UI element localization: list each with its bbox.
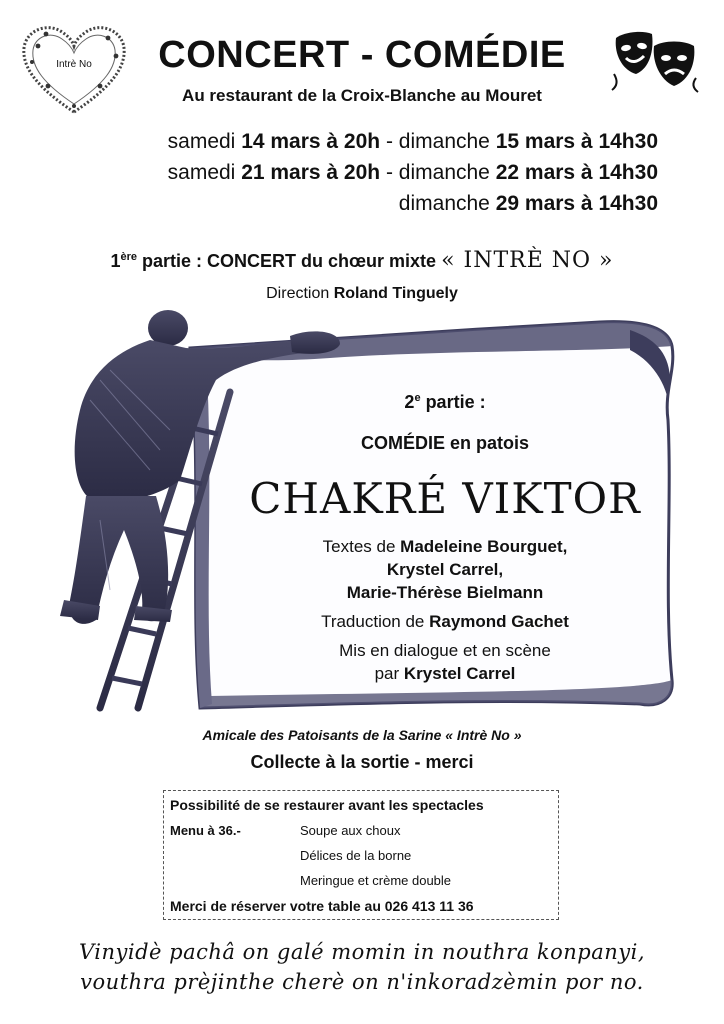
direction-line: Direction Roland Tinguely bbox=[266, 285, 458, 302]
page-title: CONCERT - COMÉDIE bbox=[158, 34, 566, 76]
svg-text:Intrè No: Intrè No bbox=[56, 59, 92, 70]
staging-line: Mis en dialogue et en scène bbox=[339, 641, 551, 660]
part2-heading: 2e partie : bbox=[404, 392, 486, 412]
authors-line-3: Marie-Thérèse Bielmann bbox=[346, 583, 544, 602]
menu-item: Meringue et crème double bbox=[300, 873, 452, 888]
play-title: CHAKRÉ VIKTOR bbox=[249, 474, 641, 523]
part1-heading: 1ère partie : CONCERT du chœur mixte « INTRÈ NO » bbox=[110, 248, 614, 273]
choir-name: « INTRÈ NO » bbox=[441, 248, 614, 273]
organizer-line: Amicale des Patoisants de la Sarine « Intrè No » bbox=[202, 727, 522, 743]
date-line-3: dimanche 29 mars à 14h30 bbox=[398, 192, 658, 215]
authors-line-1: Textes de Madeleine Bourguet, bbox=[322, 537, 568, 556]
menu-item: Soupe aux choux bbox=[300, 823, 401, 838]
menu-title: Possibilité de se restaurer avant les spectacles bbox=[170, 797, 484, 813]
translation-line: Traduction de Raymond Gachet bbox=[321, 612, 569, 631]
menu-item: Délices de la borne bbox=[300, 848, 412, 863]
authors-line-2: Krystel Carrel, bbox=[386, 560, 504, 579]
date-line-1: samedi 14 mars à 20h - dimanche 15 mars à 14h30 bbox=[167, 130, 658, 153]
venue-subtitle: Au restaurant de la Croix-Blanche au Mouret bbox=[182, 86, 542, 105]
menu-price: Menu à 36.- bbox=[170, 823, 241, 838]
date-line-2: samedi 21 mars à 20h - dimanche 22 mars à 14h30 bbox=[167, 161, 658, 184]
reservation-line: Merci de réserver votre table au 026 413 11 36 bbox=[170, 898, 474, 914]
collection-note: Collecte à la sortie - merci bbox=[250, 752, 474, 772]
staging-director-line: par Krystel Carrel bbox=[374, 664, 516, 683]
closing-line-1: Vinyidè pachâ on galé momin in nouthra konpanyi, bbox=[78, 940, 646, 964]
closing-line-2: vouthra prèjinthe cherè on n'inkoradzèmin por no. bbox=[80, 970, 644, 994]
comedy-subheading: COMÉDIE en patois bbox=[360, 433, 530, 453]
